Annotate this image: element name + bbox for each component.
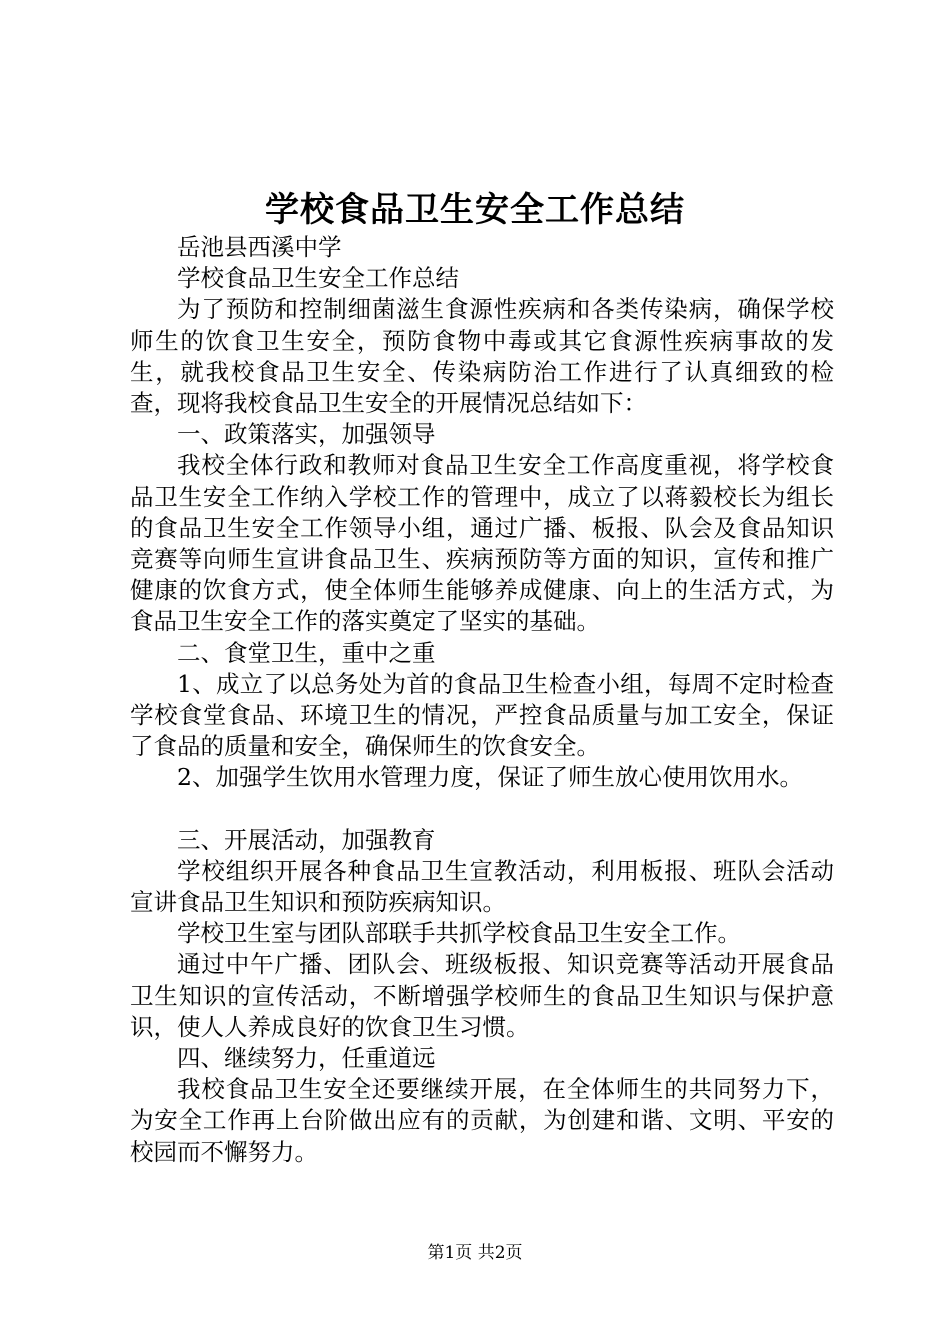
document-title: 学校食品卫生安全工作总结 [265, 190, 685, 230]
section-3-paragraph-1: 学校组织开展各种食品卫生宣教活动，利用板报、班队会活动宣讲食品卫生知识和预防疾病知识。 [130, 856, 834, 917]
section-2-item-1: 1、成立了以总务处为首的食品卫生检查小组，每周不定时检查学校食堂食品、环境卫生的情况，严控食品质量与加工安全，保证了食品的质量和安全，确保师生的饮食安全。 [130, 669, 834, 761]
intro-paragraph: 为了预防和控制细菌滋生食源性疾病和各类传染病，确保学校师生的饮食卫生安全，预防食物中毒或其它食源性疾病事故的发生，就我校食品卫生安全、传染病防治工作进行了认真细致的检查，现将我校食品卫生安全的开展情况总结如下： [130, 295, 834, 418]
section-heading-4: 四、继续努力，任重道远 [177, 1044, 436, 1073]
section-heading-2: 二、食堂卫生，重中之重 [177, 638, 436, 667]
section-3-paragraph-2: 学校卫生室与团队部联手共抓学校食品卫生安全工作。 [177, 919, 741, 948]
section-3-paragraph-3: 通过中午广播、团队会、班级板报、知识竞赛等活动开展食品卫生知识的宣传活动，不断增强学校师生的食品卫生知识与保护意识，使人人养成良好的饮食卫生习惯。 [130, 950, 834, 1041]
page-footer: 第1页 共2页 [427, 1243, 523, 1263]
blank-line [130, 794, 834, 825]
section-1-paragraph: 我校全体行政和教师对食品卫生安全工作高度重视，将学校食品卫生安全工作纳入学校工作的管理中，成立了以蒋毅校长为组长的食品卫生安全工作领导小组，通过广播、板报、队会及食品知识竞赛等向师生宣讲食品卫生、疾病预防等方面的知识，宣传和推广健康的饮食方式，使全体师生能够养成健康、向上的生活方式，为食品卫生安全工作的落实奠定了坚实的基础。 [130, 451, 834, 636]
section-4-paragraph: 我校食品卫生安全还要继续开展，在全体师生的共同努力下，为安全工作再上台阶做出应有的贡献，为创建和谐、文明、平安的校园而不懈努力。 [130, 1075, 834, 1166]
school-name: 岳池县西溪中学 [177, 233, 342, 261]
document-body [130, 232, 834, 1168]
section-2-item-2: 2、加强学生饮用水管理力度，保证了师生放心使用饮用水。 [177, 763, 803, 792]
section-heading-1: 一、政策落实，加强领导 [177, 420, 436, 449]
section-heading-3: 三、开展活动，加强教育 [177, 825, 436, 854]
subtitle: 学校食品卫生安全工作总结 [177, 264, 459, 293]
